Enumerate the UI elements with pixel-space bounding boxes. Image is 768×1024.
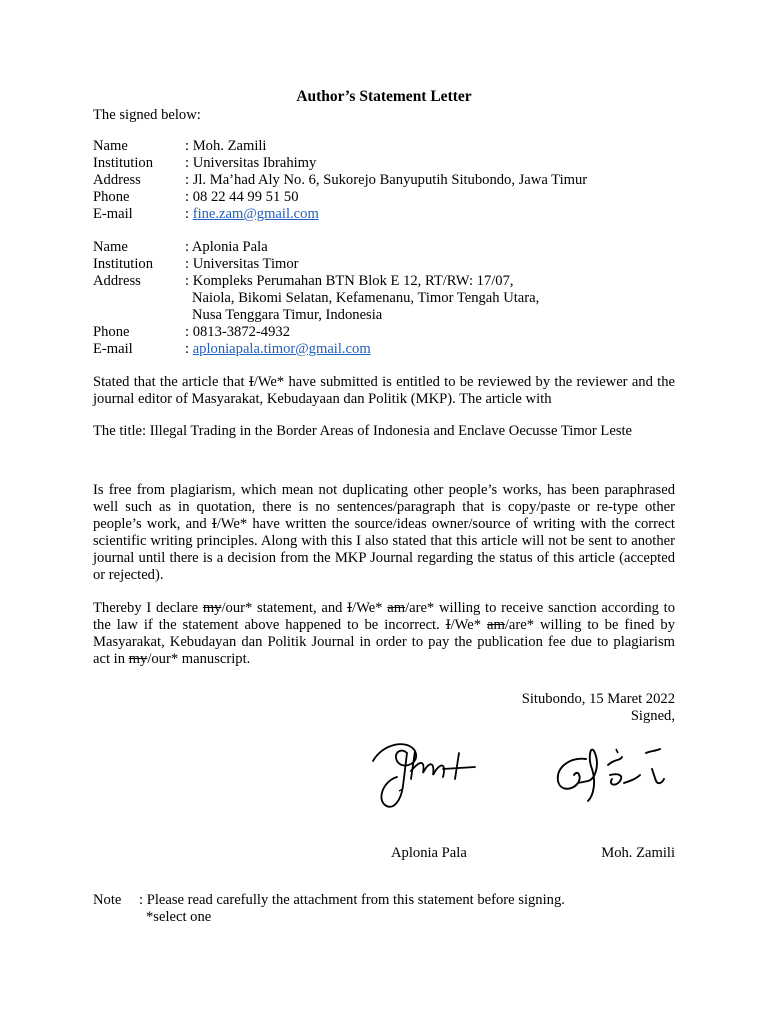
text: /We* have submitted is entitled to be reviewed by the reviewer and the journal editor of Masyarakat, Kebudayaan dan Politik (MKP). The article with bbox=[93, 374, 675, 407]
field-label: Institution bbox=[93, 155, 153, 171]
author1-name-row bbox=[93, 138, 675, 155]
struck-text: I bbox=[445, 617, 451, 633]
text: Is free from plagiarism, which mean not duplicating other people’s works, has been paraphrased well such as in quotation, there is no sentences/paragraph that is copy/paste or re-type other people’s work, and bbox=[93, 482, 675, 532]
signer-name-1: Aplonia Pala bbox=[391, 845, 467, 861]
email-link[interactable]: fine.zam@gmail.com bbox=[192, 206, 319, 222]
field-label: E-mail bbox=[93, 206, 133, 222]
letter bbox=[93, 88, 675, 862]
text: /We* bbox=[450, 617, 488, 633]
text: /are* willing to be fined by Masyarakat, Kebudayan dan Politik Journal in order to pay the publication fee due to plagiarism act in bbox=[93, 617, 675, 667]
note-subtext: *select one bbox=[146, 909, 212, 925]
field-value: : 0813-3872-4932 bbox=[185, 324, 290, 340]
struck-text: I bbox=[347, 600, 353, 616]
author2-institution-row bbox=[93, 256, 675, 273]
address-line: Nusa Tenggara Timur, Indonesia bbox=[192, 307, 383, 323]
address-line: Naiola, Bikomi Selatan, Kefamenanu, Timor Tengah Utara, bbox=[192, 290, 540, 306]
article-title: The title: Illegal Trading in the Border Areas of Indonesia and Enclave Oecusse Timor Leste bbox=[93, 423, 633, 439]
note-text: : Please read carefully the attachment from this statement before signing. bbox=[139, 892, 565, 908]
author2-name-row bbox=[93, 239, 675, 256]
place-date: Situbondo, 15 Maret 2022 bbox=[521, 691, 675, 707]
struck-text: I bbox=[211, 516, 217, 532]
address-line: : Kompleks Perumahan BTN Blok E 12, RT/RW: 17/07, bbox=[185, 273, 514, 289]
author1-address-row bbox=[93, 172, 675, 189]
author1-institution-row bbox=[93, 155, 675, 172]
text: /our* manuscript. bbox=[147, 651, 251, 667]
note-section bbox=[93, 892, 675, 926]
author1-phone-row bbox=[93, 189, 675, 206]
signature-moh-zamili bbox=[548, 729, 678, 819]
author2-phone-row bbox=[93, 324, 675, 341]
signer-name-2: Moh. Zamili bbox=[601, 845, 675, 861]
stated-paragraph bbox=[93, 374, 675, 408]
email-link[interactable]: aploniapala.timor@gmail.com bbox=[192, 341, 371, 357]
struck-text: I bbox=[248, 374, 254, 390]
text: Stated that the article that bbox=[93, 374, 249, 390]
declaration-paragraph bbox=[93, 600, 675, 668]
field-label: E-mail bbox=[93, 341, 133, 357]
field-value: : 08 22 44 99 51 50 bbox=[185, 189, 299, 205]
field-value: : Universitas Ibrahimy bbox=[185, 155, 317, 171]
field-label: Address bbox=[93, 273, 141, 289]
text: /We* have written the source/ideas owner/source of writing with the correct scientific writing principles. Along with this I also stated that this article will not be sent to another journal until there is a decision from the MKP Journal regarding the status of this article (accepted or rejected). bbox=[93, 516, 675, 583]
field-value: : Moh. Zamili bbox=[185, 138, 267, 154]
signer-names bbox=[93, 845, 675, 862]
text: /our* statement, and bbox=[221, 600, 348, 616]
field-label: Name bbox=[93, 138, 128, 154]
email-prefix: : bbox=[185, 206, 193, 222]
struck-text: am bbox=[387, 600, 406, 616]
signature-aplonia-pala bbox=[363, 731, 483, 821]
email-prefix: : bbox=[185, 341, 193, 357]
signature-area bbox=[93, 725, 675, 845]
struck-text: my bbox=[128, 651, 148, 667]
field-value: : Universitas Timor bbox=[185, 256, 299, 272]
text: Thereby I declare bbox=[93, 600, 203, 616]
intro-text: The signed below: bbox=[93, 107, 201, 123]
field-label: Name bbox=[93, 239, 128, 255]
struck-text: am bbox=[487, 617, 505, 633]
struck-text: my bbox=[202, 600, 222, 616]
letter-title: Author’s Statement Letter bbox=[296, 88, 472, 105]
field-value: : Aplonia Pala bbox=[185, 239, 268, 255]
field-label: Phone bbox=[93, 324, 130, 340]
author1-email-row bbox=[93, 206, 675, 223]
author-block-2 bbox=[93, 239, 675, 358]
note-row bbox=[93, 892, 675, 909]
plagiarism-paragraph bbox=[93, 482, 675, 584]
author-block-1 bbox=[93, 138, 675, 223]
text: /We* bbox=[352, 600, 388, 616]
author2-email-row bbox=[93, 341, 675, 358]
signed-label: Signed, bbox=[630, 708, 675, 724]
field-value: : Jl. Ma’had Aly No. 6, Sukorejo Banyuputih Situbondo, Jawa Timur bbox=[185, 172, 588, 188]
author2-address-row bbox=[93, 273, 675, 324]
field-label: Address bbox=[93, 172, 141, 188]
note-label: Note bbox=[93, 892, 122, 908]
text: /are* willing to receive sanction according to the law if the statement above happened to be incorrect. bbox=[93, 600, 676, 633]
field-label: Phone bbox=[93, 189, 130, 205]
field-label: Institution bbox=[93, 256, 153, 272]
